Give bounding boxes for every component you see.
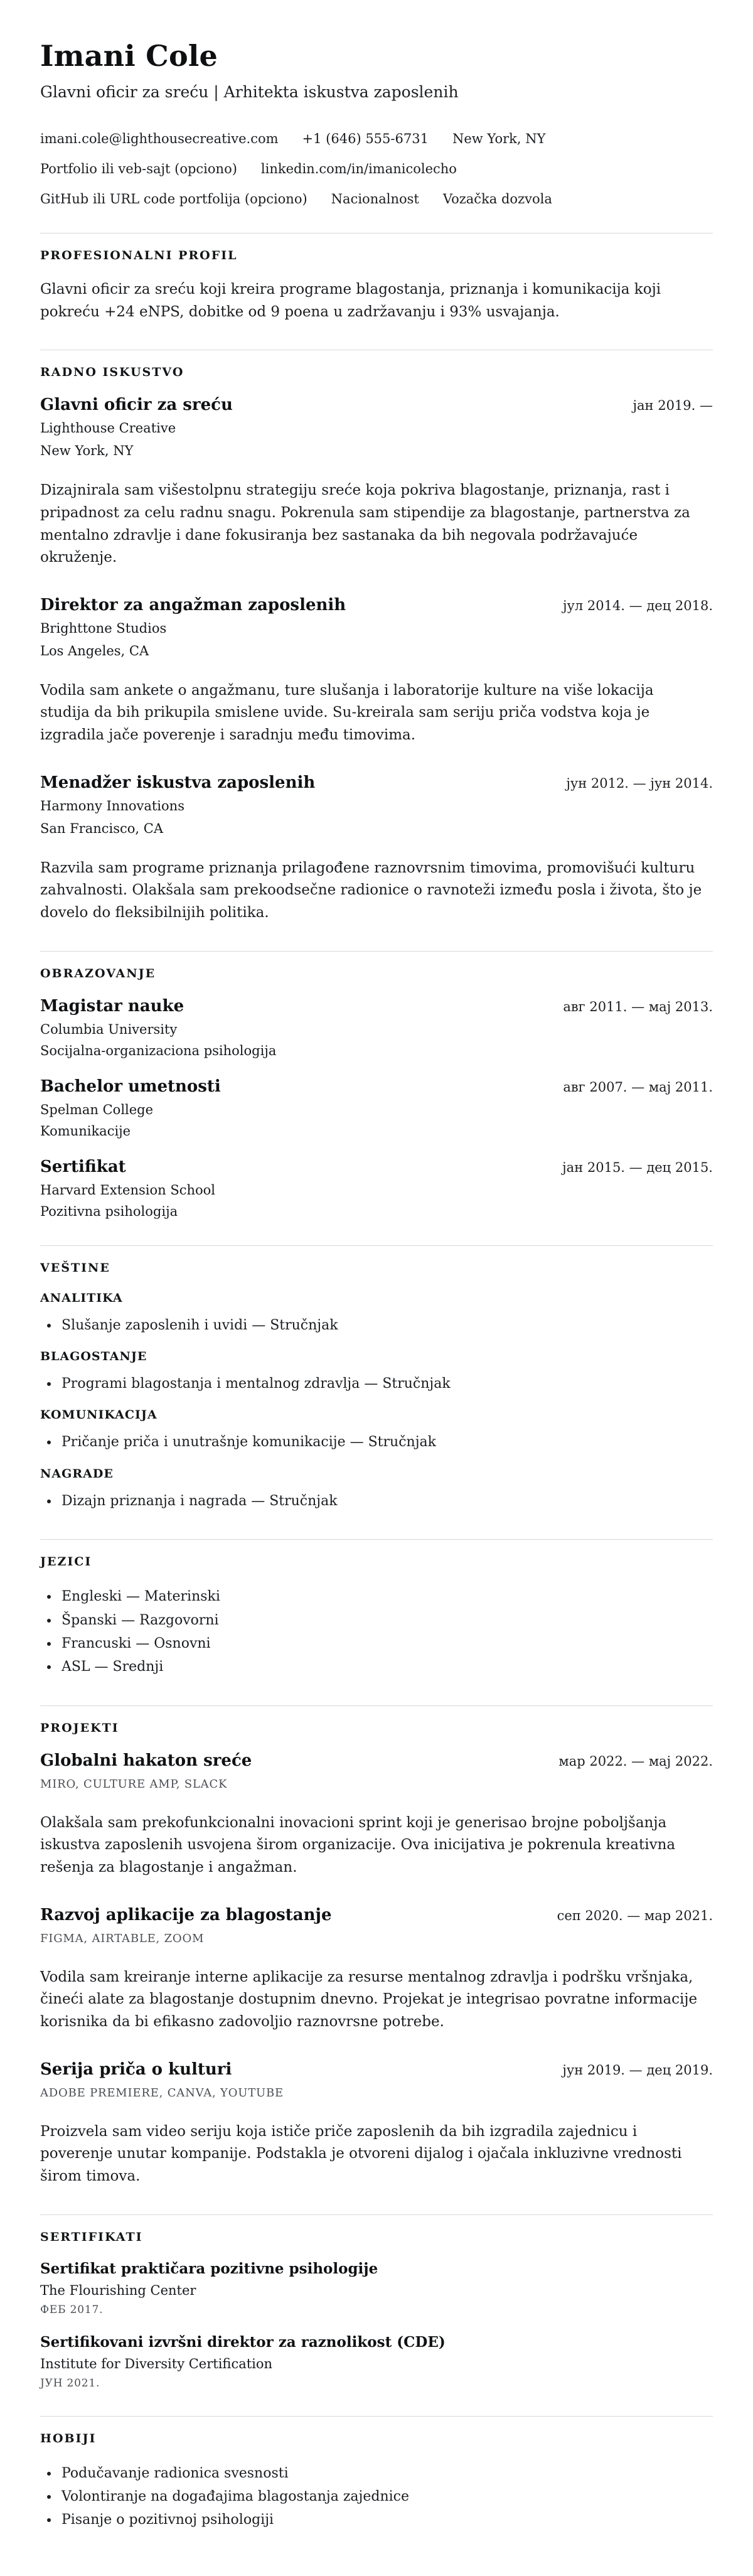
candidate-subtitle: Glavni oficir za sreću | Arhitekta iskustva zaposlenih (40, 83, 459, 101)
certificate-org: The Flourishing Center (40, 2282, 196, 2298)
certificate-entry (40, 2334, 713, 2390)
job-company: Harmony Innovations (40, 798, 184, 813)
language-item: • Engleski — Materinski (59, 1585, 713, 1608)
project-entry (40, 2060, 713, 2188)
job-dates: јун 2012. — јун 2014. (566, 775, 713, 791)
job-entry-head (40, 596, 713, 614)
language-item: • ASL — Srednji (59, 1655, 713, 1678)
project-entry-head (40, 1906, 713, 1924)
section-experience (40, 350, 713, 924)
location-text: New York, NY (452, 131, 546, 146)
skill-category-name: KOMUNIKACIJA (40, 1408, 158, 1422)
job-company: Brighttone Studios (40, 620, 167, 636)
education-dates: авг 2007. — мај 2011. (563, 1079, 713, 1095)
hobby-list (40, 2462, 713, 2532)
education-entry-head (40, 997, 713, 1016)
contact-row-2 (40, 161, 713, 176)
certificate-date: ЈУН 2021. (40, 2376, 100, 2390)
language-list (40, 1585, 713, 1679)
section-languages (40, 1539, 713, 1679)
education-entry-head (40, 1077, 713, 1096)
education-entry (40, 997, 713, 1058)
project-tools: MIRO, CULTURE AMP, SLACK (40, 1777, 228, 1791)
job-company: Lighthouse Creative (40, 421, 176, 436)
school-name: Spelman College (40, 1102, 154, 1117)
contact-row-3 (40, 191, 713, 207)
project-dates: сеп 2020. — мар 2021. (557, 1908, 713, 1923)
skill-list (40, 1489, 713, 1513)
phone-text: +1 (646) 555-6731 (302, 131, 429, 146)
section-heading-experience: RADNO ISKUSTVO (40, 365, 184, 380)
nationality-text: Nacionalnost (331, 191, 419, 207)
section-projects (40, 1705, 713, 2188)
project-description: Olakšala sam prekofunkcionalni inovacioni sprint koji je generisao brojne poboljšanja iskustva zaposlenih usvojena širom organizacije. Ova inicijativa je pokrenula kreativna rešenja za blagostanje i angažman. (40, 1814, 676, 1876)
skill-list (40, 1430, 713, 1454)
job-entry (40, 395, 713, 569)
project-tools: FIGMA, AIRTABLE, ZOOM (40, 1931, 205, 1945)
degree-title: Sertifikat (40, 1157, 126, 1176)
section-heading-education: OBRAZOVANJE (40, 966, 156, 980)
section-education (40, 951, 713, 1219)
skill-category (40, 1350, 713, 1395)
job-entry (40, 596, 713, 747)
hobby-item: • Volontiranje na događajima blagostanja zajednice (59, 2485, 713, 2508)
job-location: New York, NY (40, 443, 134, 459)
skill-category (40, 1408, 713, 1454)
certificate-org: Institute for Diversity Certification (40, 2356, 273, 2371)
job-entry-head (40, 395, 713, 414)
project-entry (40, 1751, 713, 1879)
skill-category (40, 1467, 713, 1513)
certificate-entry (40, 2260, 713, 2316)
skill-item: • Pričanje priča i unutrašnje komunikacije — Stručnjak (59, 1430, 713, 1454)
candidate-name: Imani Cole (40, 39, 218, 73)
field-of-study: Pozitivna psihologija (40, 1203, 178, 1219)
skill-item: • Dizajn priznanja i nagrada — Stručnjak (59, 1489, 713, 1513)
job-description: Dizajnirala sam višestolpnu strategiju sreće koja pokriva blagostanje, priznanja, rast i pripadnost za celu radnu snagu. Pokrenula sam stipendije za blagostanje, partnerstva za mentalno zdravlje i dane fokusiranja bez sastanaka da bih negovala podržavajuće okruženje. (40, 482, 690, 566)
project-entry-head (40, 1751, 713, 1770)
job-title: Glavni oficir za sreću (40, 395, 233, 415)
job-description: Razvila sam programe priznanja prilagođene raznovrsnim timovima, promovišući kulturu zahvalnosti. Olakšala sam prekoodsečne radionice o ravnoteži između posla i života, što je dovelo do fleksibilnijih politika. (40, 859, 702, 921)
school-name: Columbia University (40, 1021, 178, 1037)
skill-list (40, 1314, 713, 1337)
field-of-study: Komunikacije (40, 1123, 131, 1139)
project-description: Proizvela sam video seriju koja ističe priče zaposlenih da bih izgradila zajednicu i poverenje unutar kompanije. Podstakla je otvoreni dijalog i ojačala inkluzivne vrednosti širom timova. (40, 2123, 682, 2184)
section-certificates (40, 2214, 713, 2390)
portfolio-placeholder-text: Portfolio ili veb-sajt (opciono) (40, 161, 237, 176)
section-heading-projects: PROJEKTI (40, 1720, 119, 1735)
school-name: Harvard Extension School (40, 1182, 215, 1198)
project-dates: јун 2019. — дец 2019. (562, 2062, 713, 2078)
skill-category-name: NAGRADE (40, 1466, 114, 1481)
skill-item: • Programi blagostanja i mentalnog zdravlja — Stručnjak (59, 1372, 713, 1395)
section-heading-certificates: SERTIFIKATI (40, 2230, 143, 2244)
driving-license-text: Vozačka dozvola (442, 191, 552, 207)
job-location: Los Angeles, CA (40, 643, 149, 658)
job-location: San Francisco, CA (40, 820, 164, 836)
job-title: Menadžer iskustva zaposlenih (40, 773, 316, 792)
job-dates: јул 2014. — дец 2018. (562, 598, 713, 613)
job-entry-head (40, 773, 713, 792)
project-description: Vodila sam kreiranje interne aplikacije za resurse mentalnog zdravlja i podršku vršnjaka, čineći alate za blagostanje dostupnim dnevno. Projekat je integrisao povratne informacije korisnika da bi efikasno zadovoljio raznovrsne potrebe. (40, 1968, 698, 2031)
project-title: Razvoj aplikacije za blagostanje (40, 1905, 332, 1924)
education-dates: јан 2015. — дец 2015. (562, 1159, 713, 1175)
section-heading-languages: JEZICI (40, 1555, 92, 1569)
project-title: Globalni hakaton sreće (40, 1751, 252, 1770)
project-tools: ADOBE PREMIERE, CANVA, YOUTUBE (40, 2086, 284, 2100)
project-dates: мар 2022. — мај 2022. (558, 1753, 713, 1769)
certificate-date: ФЕБ 2017. (40, 2303, 104, 2316)
job-description: Vodila sam ankete o angažmanu, ture slušanja i laboratorije kulture na više lokacija studija da bih prikupila smislene uvide. Su-kreirala sam seriju priča vodstva koja je izgradila jače poverenje i saradnju među timovima. (40, 682, 654, 744)
profile-text: Glavni oficir za sreću koji kreira programe blagostanja, priznanja i komunikacija koji pokreću +24 eNPS, dobitke od 9 poena u zadržavanju i 93% usvajanja. (40, 281, 661, 320)
language-item: • Španski — Razgovorni (59, 1609, 713, 1632)
project-title: Serija priča o kulturi (40, 2059, 232, 2079)
section-skills (40, 1245, 713, 1513)
job-entry (40, 773, 713, 925)
field-of-study: Socijalna-organizaciona psihologija (40, 1043, 277, 1058)
skill-category (40, 1291, 713, 1337)
section-heading-profile: PROFESIONALNI PROFIL (40, 249, 238, 262)
skill-category-name: BLAGOSTANJE (40, 1350, 147, 1364)
linkedin-text: linkedin.com/in/imanicolecho (260, 161, 457, 176)
education-dates: авг 2011. — мај 2013. (563, 999, 713, 1014)
hobby-item: • Pisanje o pozitivnoj psihologiji (59, 2508, 713, 2531)
project-entry (40, 1906, 713, 2034)
degree-title: Magistar nauke (40, 996, 184, 1016)
certificate-title: Sertifikat praktičara pozitivne psihologije (40, 2260, 378, 2277)
skill-list (40, 1372, 713, 1395)
skill-item: • Slušanje zaposlenih i uvidi — Stručnjak (59, 1314, 713, 1337)
education-entry (40, 1077, 713, 1139)
project-entry-head (40, 2060, 713, 2079)
resume-header (40, 39, 713, 207)
section-heading-skills: VEŠTINE (40, 1260, 110, 1275)
github-placeholder-text: GitHub ili URL code portfolija (opciono) (40, 191, 307, 207)
section-profile (40, 233, 713, 323)
contact-row-1 (40, 131, 713, 146)
education-entry-head (40, 1157, 713, 1176)
email-text: imani.cole@lighthousecreative.com (40, 131, 279, 146)
certificate-title: Sertifikovani izvršni direktor za raznolikost (CDE) (40, 2333, 446, 2351)
job-dates: јан 2019. — (633, 398, 713, 414)
skill-category-name: ANALITIKA (40, 1291, 123, 1305)
language-item: • Francuski — Osnovni (59, 1632, 713, 1655)
section-hobbies (40, 2416, 713, 2532)
hobby-item: • Podučavanje radionica svesnosti (59, 2462, 713, 2485)
education-entry (40, 1157, 713, 1219)
job-title: Direktor za angažman zaposlenih (40, 595, 346, 614)
degree-title: Bachelor umetnosti (40, 1076, 221, 1096)
section-heading-hobbies: HOBIJI (40, 2431, 97, 2445)
